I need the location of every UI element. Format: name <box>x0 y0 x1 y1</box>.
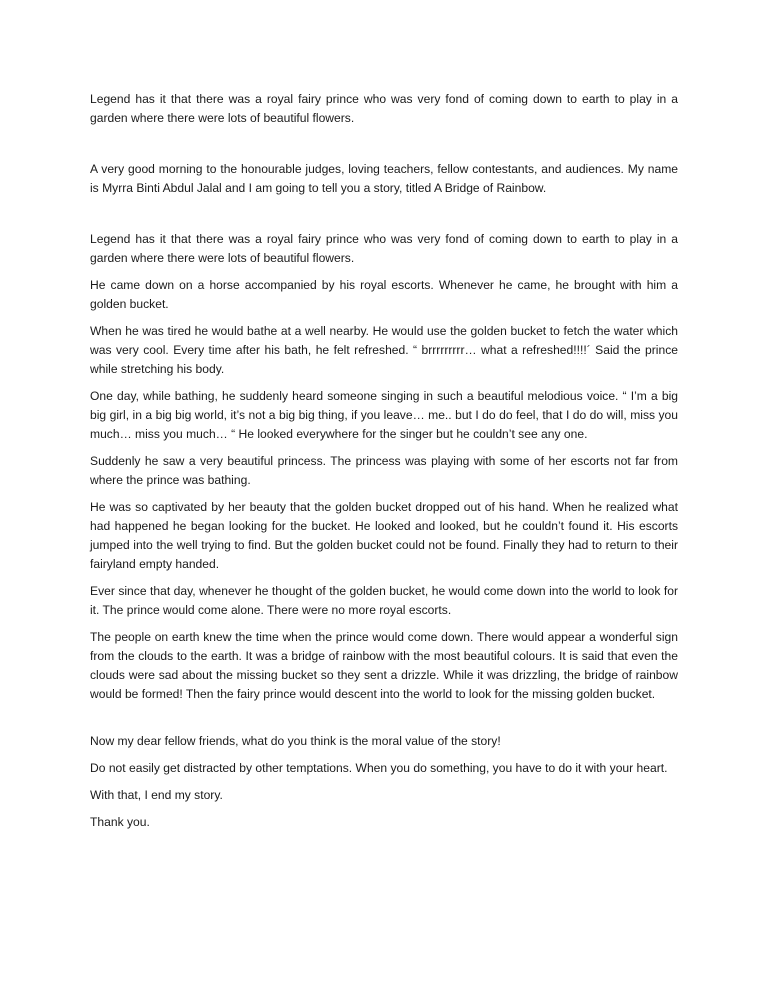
paragraph-bucket-lost: He was so captivated by her beauty that the golden bucket dropped out of his hand. When he realized what had happened he began looking for the bucket. He looked and looked, but he couldn’t found it. His escorts jumped into the well trying to find. But the golden bucket could not be found. Finally they had to return to their fairyland empty handed. <box>90 500 678 571</box>
paragraph-intro-legend: Legend has it that there was a royal fairy prince who was very fond of coming down to earth to play in a garden where there were lots of beautiful flowers. <box>90 92 678 125</box>
paragraph-moral-question: Now my dear fellow friends, what do you think is the moral value of the story! <box>90 734 501 748</box>
paragraph-greeting: A very good morning to the honourable judges, loving teachers, fellow contestants, and audiences. My name is Myrra Binti Abdul Jalal and I am going to tell you a story, titled A Bridge of Rainbow. <box>90 162 678 195</box>
document-page <box>90 90 678 840</box>
paragraph-princess: Suddenly he saw a very beautiful princess. The princess was playing with some of her escorts not far from where the prince was bathing. <box>90 454 678 487</box>
paragraph-thanks: Thank you. <box>90 815 150 829</box>
paragraph-rainbow: The people on earth knew the time when the prince would come down. There would appear a wonderful sign from the clouds to the earth. It was a bridge of rainbow with the most beautiful colours. It is said that even the clouds were sad about the missing bucket so they sent a drizzle. While it was drizzling, the bridge of rainbow would be formed! Then the fairy prince would descent into the world to look for the missing golden bucket. <box>90 630 678 701</box>
paragraph-moral-answer: Do not easily get distracted by other temptations. When you do something, you have to do it with your heart. <box>90 761 668 775</box>
paragraph-horse: He came down on a horse accompanied by his royal escorts. Whenever he came, he brought with him a golden bucket. <box>90 278 678 311</box>
paragraph-singing: One day, while bathing, he suddenly heard someone singing in such a beautiful melodious voice. “ I’m a big big girl, in a big big world, it’s not a big big thing, if you leave… me.. but I do do feel, that I do do will, miss you much… miss you much… “ He looked everywhere for the singer but he couldn’t see any one. <box>90 389 678 441</box>
paragraph-legend: Legend has it that there was a royal fairy prince who was very fond of coming down to earth to play in a garden where there were lots of beautiful flowers. <box>90 232 678 265</box>
paragraph-ending: With that, I end my story. <box>90 788 223 802</box>
paragraph-search: Ever since that day, whenever he thought of the golden bucket, he would come down into the world to look for it. The prince would come alone. There were no more royal escorts. <box>90 584 678 617</box>
paragraph-bath: When he was tired he would bathe at a well nearby. He would use the golden bucket to fetch the water which was very cool. Every time after his bath, he felt refreshed. “ brrrrrrrrr… what a refreshed!!!!´ Said the prince while stretching his body. <box>90 324 678 376</box>
